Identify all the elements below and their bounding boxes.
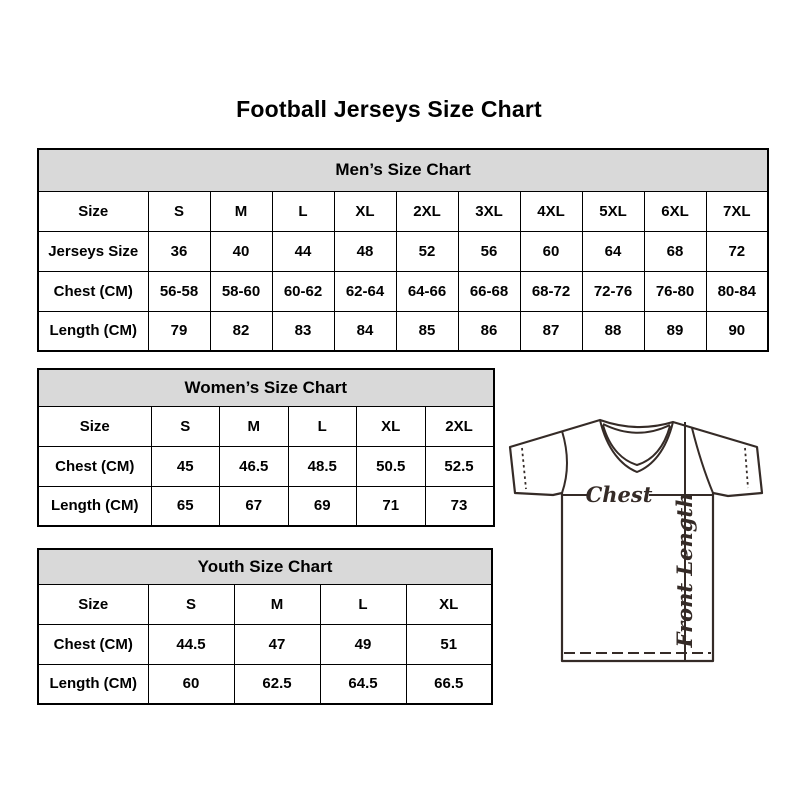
left-cuff-dashed-line <box>522 448 526 489</box>
table-section-header: Youth Size Chart <box>38 549 492 584</box>
table-row <box>38 664 492 704</box>
value-cell: 62.5 <box>234 664 320 704</box>
value-cell: 40 <box>210 231 272 271</box>
table-row <box>38 406 494 446</box>
value-cell: 84 <box>334 311 396 351</box>
value-cell: 86 <box>458 311 520 351</box>
youth-size-chart-table <box>37 548 491 705</box>
value-cell: 48.5 <box>288 446 357 486</box>
value-cell: 85 <box>396 311 458 351</box>
value-cell: 88 <box>582 311 644 351</box>
value-cell: 73 <box>425 486 494 526</box>
table-row <box>38 191 768 231</box>
table-row <box>38 486 494 526</box>
value-cell: 58-60 <box>210 271 272 311</box>
womens-table <box>37 368 495 527</box>
right-cuff-dashed-line <box>745 448 748 488</box>
value-cell: 49 <box>320 624 406 664</box>
table-row <box>38 446 494 486</box>
value-cell: 44 <box>272 231 334 271</box>
value-cell: 66.5 <box>406 664 492 704</box>
value-cell: 2XL <box>425 406 494 446</box>
row-label: Chest (CM) <box>38 624 148 664</box>
row-label: Length (CM) <box>38 664 148 704</box>
value-cell: 56-58 <box>148 271 210 311</box>
value-cell: 3XL <box>458 191 520 231</box>
value-cell: 50.5 <box>357 446 426 486</box>
value-cell: 69 <box>288 486 357 526</box>
table-row <box>38 624 492 664</box>
value-cell: XL <box>357 406 426 446</box>
value-cell: 90 <box>706 311 768 351</box>
value-cell: 51 <box>406 624 492 664</box>
value-cell: 52.5 <box>425 446 494 486</box>
value-cell: 7XL <box>706 191 768 231</box>
table-row <box>38 584 492 624</box>
row-label: Chest (CM) <box>38 271 148 311</box>
row-label: Jerseys Size <box>38 231 148 271</box>
value-cell: 56 <box>458 231 520 271</box>
value-cell: S <box>148 584 234 624</box>
youth-table <box>37 548 493 705</box>
front-length-label: Front Length <box>672 492 697 648</box>
value-cell: 52 <box>396 231 458 271</box>
jersey-measurement-diagram <box>503 408 773 673</box>
value-cell: 2XL <box>396 191 458 231</box>
table-row <box>38 231 768 271</box>
value-cell: XL <box>406 584 492 624</box>
table-section-header: Men’s Size Chart <box>38 149 768 191</box>
value-cell: 4XL <box>520 191 582 231</box>
value-cell: 79 <box>148 311 210 351</box>
value-cell: M <box>220 406 289 446</box>
chest-label: Chest <box>585 482 653 507</box>
value-cell: 47 <box>234 624 320 664</box>
value-cell: 5XL <box>582 191 644 231</box>
row-label: Length (CM) <box>38 486 151 526</box>
value-cell: 44.5 <box>148 624 234 664</box>
row-label: Size <box>38 191 148 231</box>
value-cell: 82 <box>210 311 272 351</box>
row-label: Size <box>38 406 151 446</box>
value-cell: 66-68 <box>458 271 520 311</box>
mens-table <box>37 148 769 352</box>
value-cell: 46.5 <box>220 446 289 486</box>
value-cell: 68 <box>644 231 706 271</box>
value-cell: 60-62 <box>272 271 334 311</box>
value-cell: L <box>272 191 334 231</box>
value-cell: 62-64 <box>334 271 396 311</box>
value-cell: 80-84 <box>706 271 768 311</box>
value-cell: 65 <box>151 486 220 526</box>
value-cell: 64 <box>582 231 644 271</box>
value-cell: M <box>210 191 272 231</box>
value-cell: 48 <box>334 231 396 271</box>
value-cell: L <box>288 406 357 446</box>
value-cell: 68-72 <box>520 271 582 311</box>
row-label: Chest (CM) <box>38 446 151 486</box>
value-cell: 72 <box>706 231 768 271</box>
row-label: Length (CM) <box>38 311 148 351</box>
value-cell: 72-76 <box>582 271 644 311</box>
value-cell: M <box>234 584 320 624</box>
value-cell: S <box>148 191 210 231</box>
value-cell: 45 <box>151 446 220 486</box>
value-cell: 36 <box>148 231 210 271</box>
row-label: Size <box>38 584 148 624</box>
womens-size-chart-table <box>37 368 493 527</box>
value-cell: 87 <box>520 311 582 351</box>
value-cell: 83 <box>272 311 334 351</box>
value-cell: 76-80 <box>644 271 706 311</box>
page-title: Football Jerseys Size Chart <box>236 96 542 122</box>
jersey-outline <box>510 420 762 661</box>
value-cell: 60 <box>148 664 234 704</box>
value-cell: 67 <box>220 486 289 526</box>
table-row <box>38 271 768 311</box>
mens-size-chart-table <box>37 148 768 352</box>
value-cell: XL <box>334 191 396 231</box>
value-cell: L <box>320 584 406 624</box>
value-cell: 89 <box>644 311 706 351</box>
value-cell: 6XL <box>644 191 706 231</box>
table-section-header: Women’s Size Chart <box>38 369 494 406</box>
table-row <box>38 311 768 351</box>
value-cell: S <box>151 406 220 446</box>
value-cell: 60 <box>520 231 582 271</box>
value-cell: 64.5 <box>320 664 406 704</box>
value-cell: 71 <box>357 486 426 526</box>
jersey-diagram-icon <box>503 408 773 673</box>
value-cell: 64-66 <box>396 271 458 311</box>
